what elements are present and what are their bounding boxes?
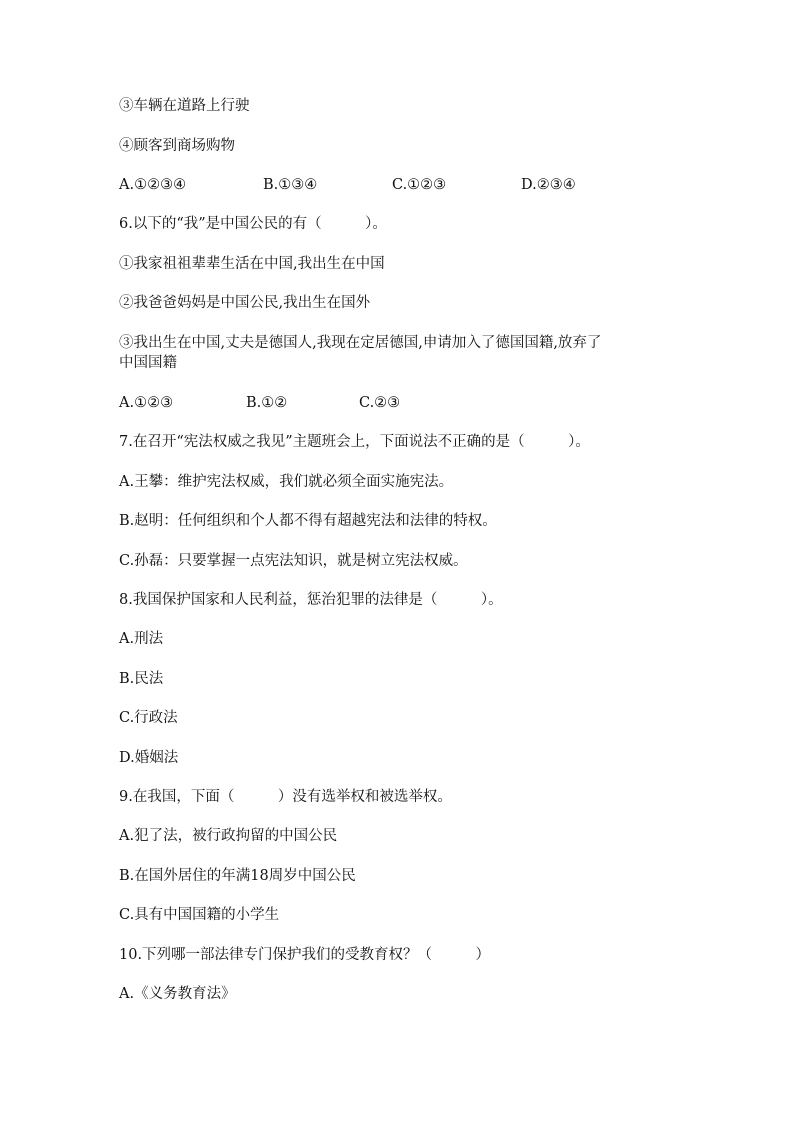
question-8: 8.我国保护国家和人民利益，惩治犯罪的法律是（ ）。: [119, 592, 503, 608]
q6-statement-2: ②我爸爸妈妈是中国公民,我出生在国外: [119, 295, 371, 311]
option-line-3: ③车辆在道路上行驶: [119, 98, 250, 114]
q6-option-c: C.②③: [359, 395, 401, 411]
q6-statement-1: ①我家祖祖辈辈生活在中国,我出生在中国: [119, 256, 385, 272]
question-6: 6.以下的“我”是中国公民的有（ ）。: [119, 216, 387, 232]
q7-option-a: A.王攀：维护宪法权威，我们就必须全面实施宪法。: [119, 474, 454, 490]
q8-option-b: B.民法: [119, 671, 164, 687]
q8-option-c: C.行政法: [119, 710, 178, 726]
q5-option-b: B.①③④: [263, 177, 318, 193]
q7-option-c: C.孙磊：只要掌握一点宪法知识，就是树立宪法权威。: [119, 553, 468, 569]
q8-option-a: A.刑法: [119, 631, 164, 647]
q6-option-b: B.①②: [246, 395, 288, 411]
q9-option-a: A.犯了法，被行政拘留的中国公民: [119, 828, 338, 844]
q5-option-a: A.①②③④: [119, 177, 187, 193]
question-9: 9.在我国，下面（ ）没有选举权和被选举权。: [119, 789, 452, 805]
q5-option-d: D.②③④: [521, 177, 576, 193]
option-line-4: ④顾客到商场购物: [119, 138, 235, 154]
q5-option-c: C.①②③: [392, 177, 447, 193]
q6-option-a: A.①②③: [119, 395, 174, 411]
q6-statement-3-cont: 中国国籍: [119, 355, 177, 371]
question-10: 10.下列哪一部法律专门保护我们的受教育权？（ ）: [119, 947, 491, 963]
q7-option-b: B.赵明：任何组织和个人都不得有超越宪法和法律的特权。: [119, 513, 497, 529]
q6-statement-3: ③我出生在中国,丈夫是德国人,我现在定居德国,申请加入了德国国籍,放弃了: [119, 335, 602, 351]
q8-option-d: D.婚姻法: [119, 750, 179, 766]
question-7: 7.在召开“宪法权威之我见”主题班会上，下面说法不正确的是（ ）。: [119, 434, 590, 450]
q9-option-c: C.具有中国国籍的小学生: [119, 907, 280, 923]
q10-option-a: A.《义务教育法》: [119, 986, 236, 1002]
q9-option-b: B.在国外居住的年满18周岁中国公民: [119, 868, 356, 884]
